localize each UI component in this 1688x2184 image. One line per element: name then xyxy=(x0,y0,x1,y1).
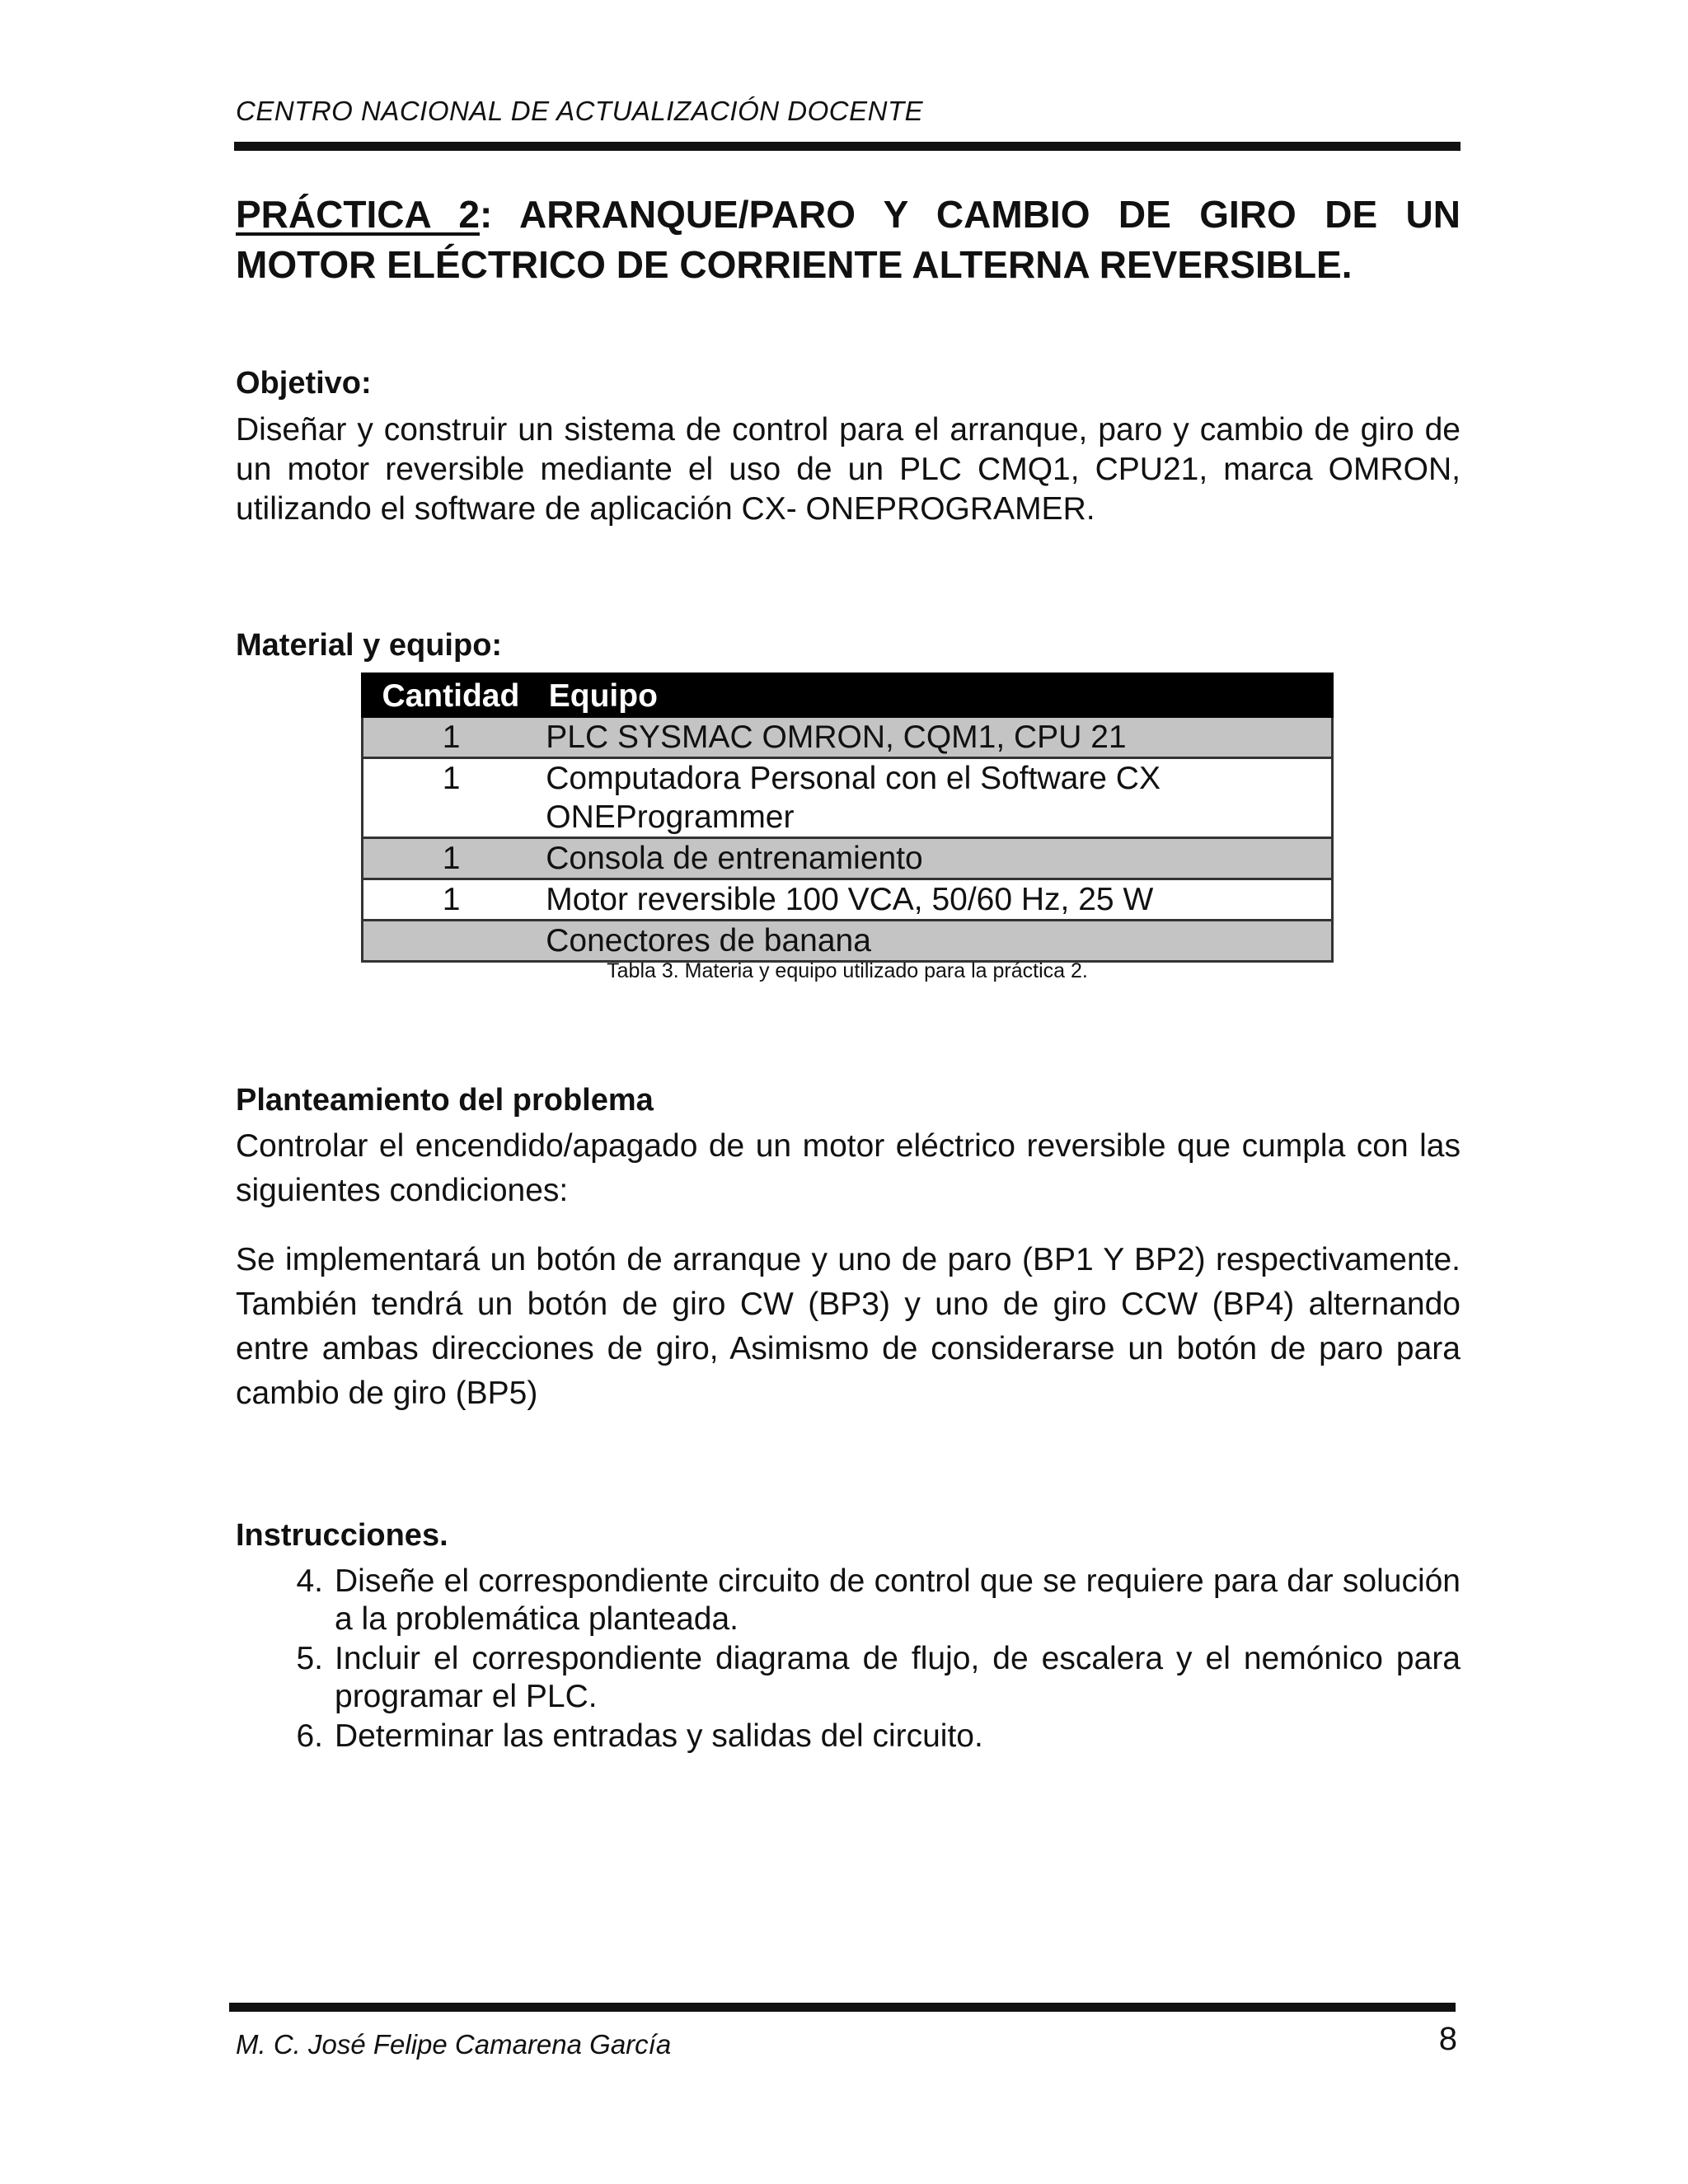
page-number: 8 xyxy=(1438,2021,1457,2057)
table-header-row xyxy=(363,674,1333,717)
header-rule xyxy=(234,142,1461,151)
equipment-cell: Motor reversible 100 VCA, 50/60 Hz, 25 W xyxy=(539,879,1332,921)
list-item-text: Determinar las entradas y salidas del circuito. xyxy=(335,1718,983,1754)
document-title xyxy=(236,190,1461,290)
quantity-cell: 1 xyxy=(363,838,540,879)
table-row xyxy=(363,879,1333,921)
equipment-cell: Conectores de banana xyxy=(539,921,1332,962)
table-row xyxy=(363,921,1333,962)
column-header-equipment: Equipo xyxy=(539,674,1332,717)
quantity-cell: 1 xyxy=(363,717,540,758)
quantity-cell xyxy=(363,921,540,962)
table-caption: Tabla 3. Materia y equipo utilizado para la práctica 2. xyxy=(607,959,1088,982)
title-text: : ARRANQUE/PARO Y CAMBIO DE GIRO DE UN MOTOR ELÉCTRICO DE CORRIENTE ALTERNA REVERSIBLE. xyxy=(236,193,1461,286)
equipment-cell: Consola de entrenamiento xyxy=(539,838,1332,879)
column-header-quantity: Cantidad xyxy=(363,674,540,717)
equipment-cell: Computadora Personal con el Software CX ONEProgrammer xyxy=(539,758,1332,838)
materials-table xyxy=(361,673,1334,963)
list-item-text: Diseñe el correspondiente circuito de control que se requiere para dar solución a la problemática planteada. xyxy=(335,1563,1461,1637)
list-item xyxy=(236,1640,1461,1716)
practice-label: PRÁCTICA 2 xyxy=(236,193,480,236)
equipment-cell: PLC SYSMAC OMRON, CQM1, CPU 21 xyxy=(539,717,1332,758)
list-item-text: Incluir el correspondiente diagrama de flujo, de escalera y el nemónico para programar el PLC. xyxy=(335,1641,1461,1714)
table-row xyxy=(363,838,1333,879)
table-row xyxy=(363,758,1333,838)
list-item-number: 4. xyxy=(296,1563,323,1599)
quantity-cell: 1 xyxy=(363,879,540,921)
footer-author: M. C. José Felipe Camarena García xyxy=(236,2029,672,2060)
table-row xyxy=(363,717,1333,758)
footer-rule xyxy=(229,2003,1456,2012)
instructions-list xyxy=(236,1563,1461,1757)
problem-text-1: Controlar el encendido/apagado de un motor eléctrico reversible que cumpla con las siguientes condiciones: xyxy=(236,1128,1461,1208)
list-item xyxy=(236,1563,1461,1638)
list-item-number: 6. xyxy=(296,1718,323,1754)
quantity-cell: 1 xyxy=(363,758,540,838)
problem-heading: Planteamiento del problema xyxy=(236,1083,654,1118)
problem-text-2: Se implementará un botón de arranque y uno de paro (BP1 Y BP2) respectivamente. También tendrá un botón de giro CW (BP3) y uno de giro CCW (BP4) alternando entre ambas direcciones de giro, Asimismo de considerarse un botón de paro para cambio de giro (BP5) xyxy=(236,1242,1461,1411)
materials-heading: Material y equipo: xyxy=(236,628,503,663)
page-header: CENTRO NACIONAL DE ACTUALIZACIÓN DOCENTE xyxy=(236,96,924,126)
instructions-heading: Instrucciones. xyxy=(236,1518,448,1553)
list-item xyxy=(236,1718,1461,1755)
list-item-number: 5. xyxy=(296,1641,323,1676)
objective-text: Diseñar y construir un sistema de control para el arranque, paro y cambio de giro de un motor reversible mediante el uso de un PLC CMQ1, CPU21, marca OMRON, utilizando el software de aplicación CX- ONEPROGRAMER. xyxy=(236,412,1461,527)
objective-heading: Objetivo: xyxy=(236,366,372,401)
